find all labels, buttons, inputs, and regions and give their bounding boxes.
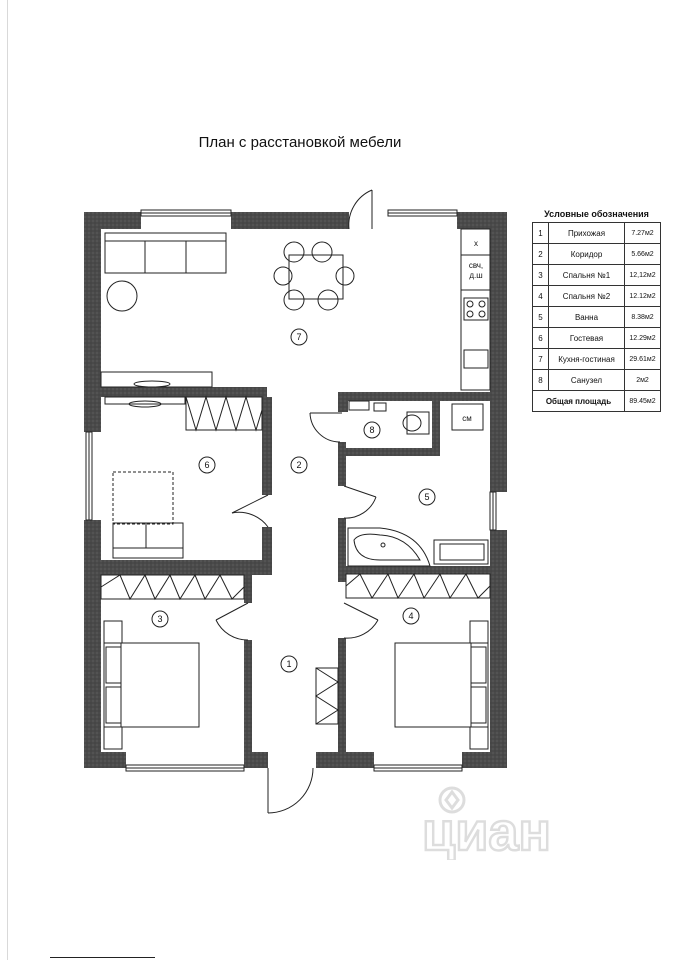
sofa-bed-unfolded bbox=[113, 472, 173, 524]
tv-stand bbox=[101, 372, 212, 387]
legend-row bbox=[533, 265, 661, 286]
legend-table bbox=[532, 222, 661, 412]
legend-room-area: 2м2 bbox=[625, 370, 661, 391]
sofa bbox=[105, 233, 226, 273]
windows bbox=[86, 210, 496, 771]
legend-number: 4 bbox=[533, 286, 549, 307]
legend-room-name: Спальня №2 bbox=[549, 286, 625, 307]
room-label-6: 6 bbox=[204, 460, 210, 470]
room-label-texts bbox=[157, 332, 429, 669]
legend-room-name: Кухня-гостиная bbox=[549, 349, 625, 370]
legend-number: 8 bbox=[533, 370, 549, 391]
watermark-text: циан bbox=[422, 802, 552, 860]
hob bbox=[464, 298, 488, 320]
microwave-label-line2: д.ш bbox=[469, 271, 483, 280]
legend bbox=[532, 206, 661, 412]
legend-number: 1 bbox=[533, 223, 549, 244]
living-kitchen-furniture bbox=[101, 229, 490, 390]
hall-shoe-rack bbox=[316, 668, 338, 724]
guest-room-furniture bbox=[105, 397, 262, 558]
legend-row bbox=[533, 349, 661, 370]
round-ottoman bbox=[107, 281, 137, 311]
room-label-5: 5 bbox=[424, 492, 430, 502]
double-bed bbox=[121, 643, 199, 727]
legend-number: 7 bbox=[533, 349, 549, 370]
wardrobe bbox=[101, 575, 244, 599]
room-label-7: 7 bbox=[296, 332, 302, 342]
room-label-2: 2 bbox=[296, 460, 302, 470]
room-label-4: 4 bbox=[408, 611, 414, 621]
legend-row bbox=[533, 244, 661, 265]
interior-walls bbox=[101, 387, 490, 752]
legend-room-area: 12.29м2 bbox=[625, 328, 661, 349]
legend-row bbox=[533, 307, 661, 328]
washing-machine-label: см bbox=[462, 414, 472, 423]
room-label-8: 8 bbox=[369, 425, 375, 435]
legend-row bbox=[533, 370, 661, 391]
kitchen-counter bbox=[461, 229, 490, 390]
wardrobe bbox=[346, 574, 490, 598]
legend-total-row bbox=[533, 391, 661, 412]
legend-room-area: 12.12м2 bbox=[625, 286, 661, 307]
plan-title: План с расстановкой мебели bbox=[198, 134, 402, 151]
legend-room-area: 8.38м2 bbox=[625, 307, 661, 328]
legend-room-area: 29.61м2 bbox=[625, 349, 661, 370]
legend-number: 5 bbox=[533, 307, 549, 328]
legend-row bbox=[533, 286, 661, 307]
legend-row bbox=[533, 223, 661, 244]
legend-number: 6 bbox=[533, 328, 549, 349]
legend-room-name: Ванна bbox=[549, 307, 625, 328]
room-label-circles bbox=[152, 329, 435, 672]
exterior-walls bbox=[84, 212, 507, 768]
doors bbox=[216, 190, 378, 813]
legend-number: 3 bbox=[533, 265, 549, 286]
cian-watermark bbox=[412, 780, 622, 860]
legend-room-name: Коридор bbox=[549, 244, 625, 265]
sink bbox=[464, 350, 488, 368]
sofa-bed bbox=[113, 523, 183, 558]
room-label-1: 1 bbox=[286, 659, 292, 669]
legend-title: Условные обозначения bbox=[544, 209, 649, 219]
legend-room-name: Прихожая bbox=[549, 223, 625, 244]
legend-room-area: 7.27м2 bbox=[625, 223, 661, 244]
legend-room-name: Спальня №1 bbox=[549, 265, 625, 286]
bedroom-2-furniture bbox=[346, 574, 490, 749]
double-bed bbox=[395, 643, 471, 727]
microwave-label-line1: свч, bbox=[468, 261, 484, 270]
legend-room-name: Гостевая bbox=[549, 328, 625, 349]
legend-total-label: Общая площадь bbox=[533, 391, 625, 412]
footer-line bbox=[50, 957, 155, 958]
fridge-label: х bbox=[474, 239, 478, 248]
room-label-3: 3 bbox=[157, 614, 163, 624]
bedroom-1-furniture bbox=[101, 575, 244, 749]
legend-row bbox=[533, 328, 661, 349]
legend-room-area: 5.66м2 bbox=[625, 244, 661, 265]
legend-room-name: Санузел bbox=[549, 370, 625, 391]
legend-number: 2 bbox=[533, 244, 549, 265]
legend-total-value: 89.45м2 bbox=[625, 391, 661, 412]
legend-room-area: 12,12м2 bbox=[625, 265, 661, 286]
